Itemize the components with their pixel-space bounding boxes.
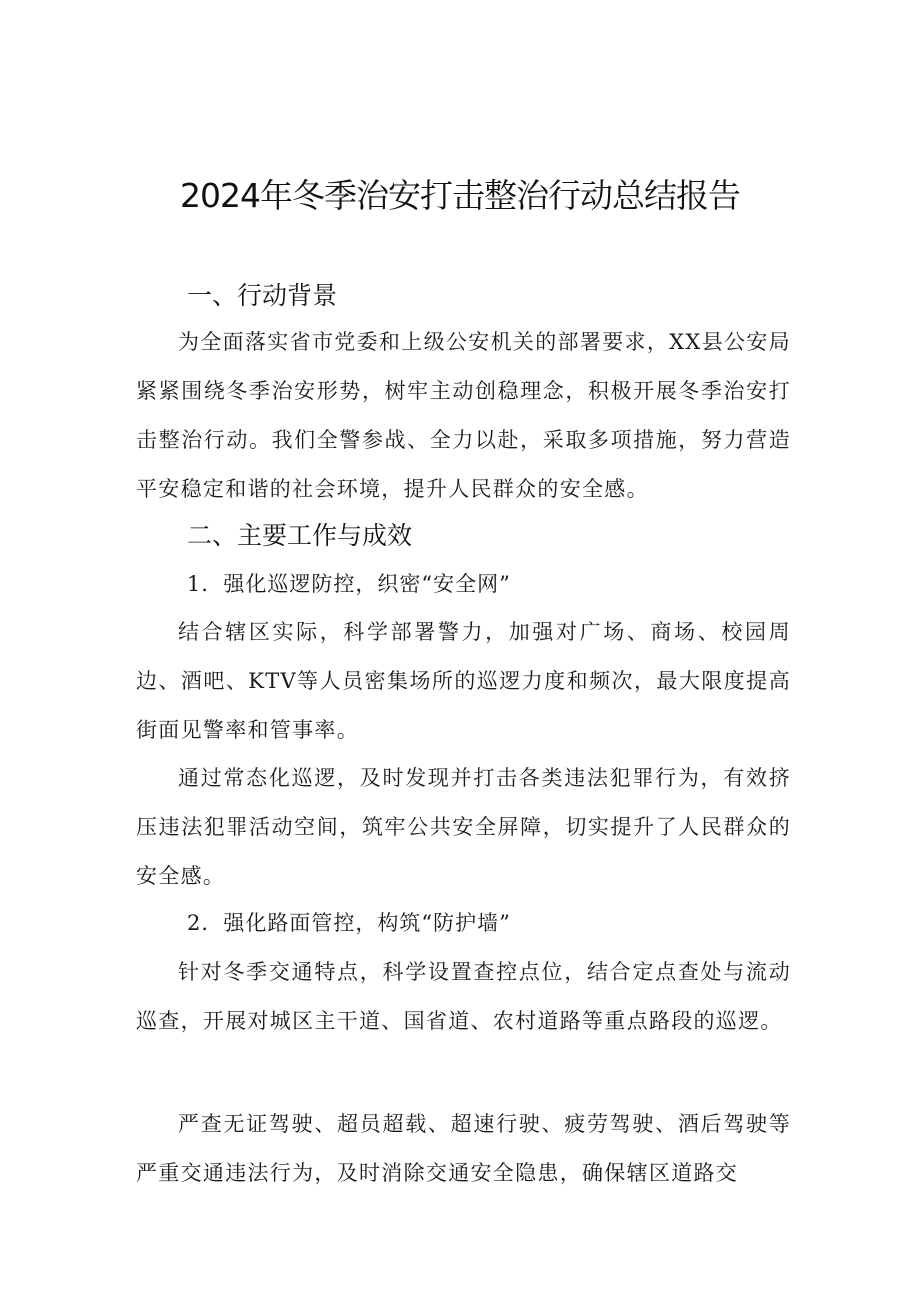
paragraph-traffic-violations: 严查无证驾驶、超员超载、超速行驶、疲劳驾驶、酒后驾驶等严重交通违法行为，及时消除交通安全隐患，确保辖区道路交	[136, 1112, 791, 1185]
section-heading-background: 一、行动背景	[187, 281, 338, 310]
paragraph-background: 为全面落实省市党委和上级公安机关的部署要求，XX县公安局紧紧围绕冬季治安形势，树牢主动创稳理念，积极开展冬季治安打击整治行动。我们全警参战、全力以赴，采取多项措施，努力营造平安稳定和谐的社会环境，提升人民群众的安全感。	[136, 330, 791, 501]
section-heading-main-work: 二、主要工作与成效	[187, 521, 413, 550]
paragraph-patrol-deployment: 结合辖区实际，科学部署警力，加强对广场、商场、校园周边、酒吧、KTV等人员密集场所的巡逻力度和频次，最大限度提高街面见警率和管事率。	[136, 620, 791, 742]
paragraph-patrol-results: 通过常态化巡逻，及时发现并打击各类违法犯罪行为，有效挤压违法犯罪活动空间，筑牢公共安全屏障，切实提升了人民群众的安全感。	[136, 766, 791, 888]
item-title-patrol: 1．强化巡逻防控，织密“安全网”	[187, 572, 511, 596]
item-title-road-control: 2．强化路面管控，构筑“防护墙”	[187, 911, 511, 935]
document-title: 2024年冬季治安打击整治行动总结报告	[180, 176, 740, 215]
paragraph-road-checkpoints: 针对冬季交通特点，科学设置查控点位，结合定点查处与流动巡查，开展对城区主干道、国省道、农村道路等重点路段的巡逻。	[136, 960, 791, 1033]
